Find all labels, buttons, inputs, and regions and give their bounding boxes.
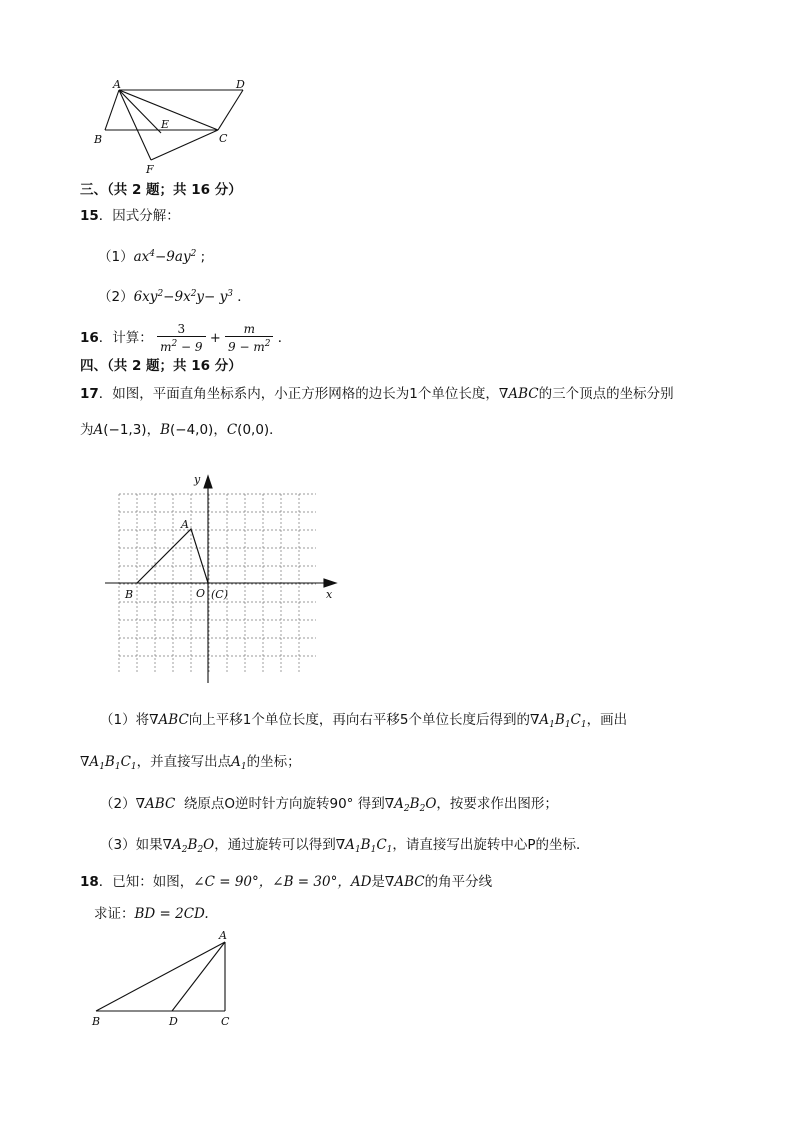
section-4-title: 四、（共 2 题；共 16 分） [80,358,242,374]
q18-prove-text: BD = 2CD. [134,906,209,922]
figure-right-triangle [88,926,238,1032]
q15-part2: $(2)6xy^2-9x^2y- y^3$ ． [98,289,251,305]
q17-part1-line1: （1）将∇ABC向上平移1个单位长度，再向右平移5个单位长度后得到的$\nabla A_1B_1C_1$，画出 [100,712,628,730]
q17-line1-text: ．如图，平面直角坐标系内，小正方形网格的边长为1个单位长度， [98,386,499,402]
q18-cond1: ∠C = 90°，∠B = 30°，AD [193,874,372,890]
label-B: B [94,133,103,146]
q17-part2-c: ，按要求作出图形； [436,796,558,812]
label-A: A [113,78,121,91]
q17-line1-tail: 的三个顶点的坐标分别 [538,386,674,402]
q17-part1-c: ，画出 [586,712,628,728]
q18-prove-label: 求证： [94,906,135,922]
q17-part3-a: （3）如果 [100,837,163,853]
q18-stem-text: ．已知：如图， [98,874,194,890]
tri-label-D: D [169,1015,178,1028]
q17-line2: 为A(−1,3)，B(−4,0)，C(0,0)． [80,422,283,438]
q17-part2-b: 绕原点O逆时针方向旋转90° 得到 [183,796,385,812]
q17-part3: （3）如果$\nabla A_2B_2O$，通过旋转可以得到$\nabla A_1B_1C_1$，请直接写出旋转中心P的坐标． [100,837,590,855]
tri-label-A: A [219,929,227,942]
q15-part1: $(1)ax^4-9ay^2$ ; [98,249,206,265]
q16-fraction-1: $\frac{3}{m^2 - 9}$ [157,322,205,354]
q15-number: 15 [80,208,99,224]
axis-label-y: y [194,473,201,486]
label-C: C [219,132,228,145]
axis-label-x: x [326,588,333,601]
q15-expr1: $ax^4-9ay^2$ [133,249,197,265]
q17-part2-a: （2） [100,796,136,812]
y-axis-arrow-icon [204,476,212,488]
grid-label-C: (C) [211,588,228,601]
q17-coords: A [93,422,104,438]
q18-stem: 18．已知：如图，∠C = 90°，∠B = 30°，AD是∇ABC的角平分线 [80,874,493,890]
q17-part1-a: （1）将 [100,712,150,728]
q16-fraction-2: $\frac{m}{9 - m^2}$ [225,322,273,354]
x-axis-arrow-icon [324,579,336,587]
q17-part3-b: ，通过旋转可以得到 [214,837,336,853]
label-F: F [146,163,154,176]
q16: 16．计算： $\frac{3}{m^2 - 9}$ + $\frac{m}{9 - m^2}$ ． [80,322,292,354]
q17-part1-e: 的坐标； [246,754,301,770]
q17-part3-c: ，请直接写出旋转中心P的坐标． [392,837,590,853]
q17-triangle-abc: ∇ABC [498,386,539,402]
q17-line1 [80,384,674,404]
q17-part1-b: 向上平移1个单位长度，再向右平移5个单位长度后得到的 [188,712,530,728]
q17-part1-d: ，并直接写出点 [136,754,232,770]
grid-label-O: O [196,587,206,600]
label-D: D [236,78,245,91]
q17-part2: （2）∇ABC 绕原点O逆时针方向旋转90° 得到$\nabla A_2B_2O$，按要求作出图形； [100,796,558,814]
q18-number: 18 [80,874,99,890]
q18-prove [94,904,209,924]
q17-line2-prefix: 为 [80,422,94,438]
grid-label-B: B [125,588,134,601]
q18-cond3: 的角平分线 [424,874,493,890]
figure-parallelogram [88,74,258,176]
q16-number: 16 [80,330,99,346]
grid-label-A: A [181,518,189,531]
q17-part1-line2: $\nabla A_1B_1C_1$，并直接写出点$A_1$的坐标； [80,754,301,772]
triangle-abc [137,529,208,583]
q15-stem [80,206,180,226]
q15-expr2: $6xy^2-9x^2y- y^3$ [133,289,234,305]
label-E: E [161,118,170,131]
section-3-title: 三、（共 2 题；共 16 分） [80,182,242,198]
q17-number: 17 [80,386,99,402]
q15-stem-text: ．因式分解： [98,208,180,224]
tri-label-B: B [92,1015,101,1028]
q15-part2-label: （2） [98,289,134,305]
figure-coordinate-grid [100,470,345,688]
q15-part1-label: （1） [98,249,134,265]
q18-cond2: 是 [371,874,385,890]
tri-label-C: C [221,1015,230,1028]
q16-stem: ．计算： [98,330,153,346]
